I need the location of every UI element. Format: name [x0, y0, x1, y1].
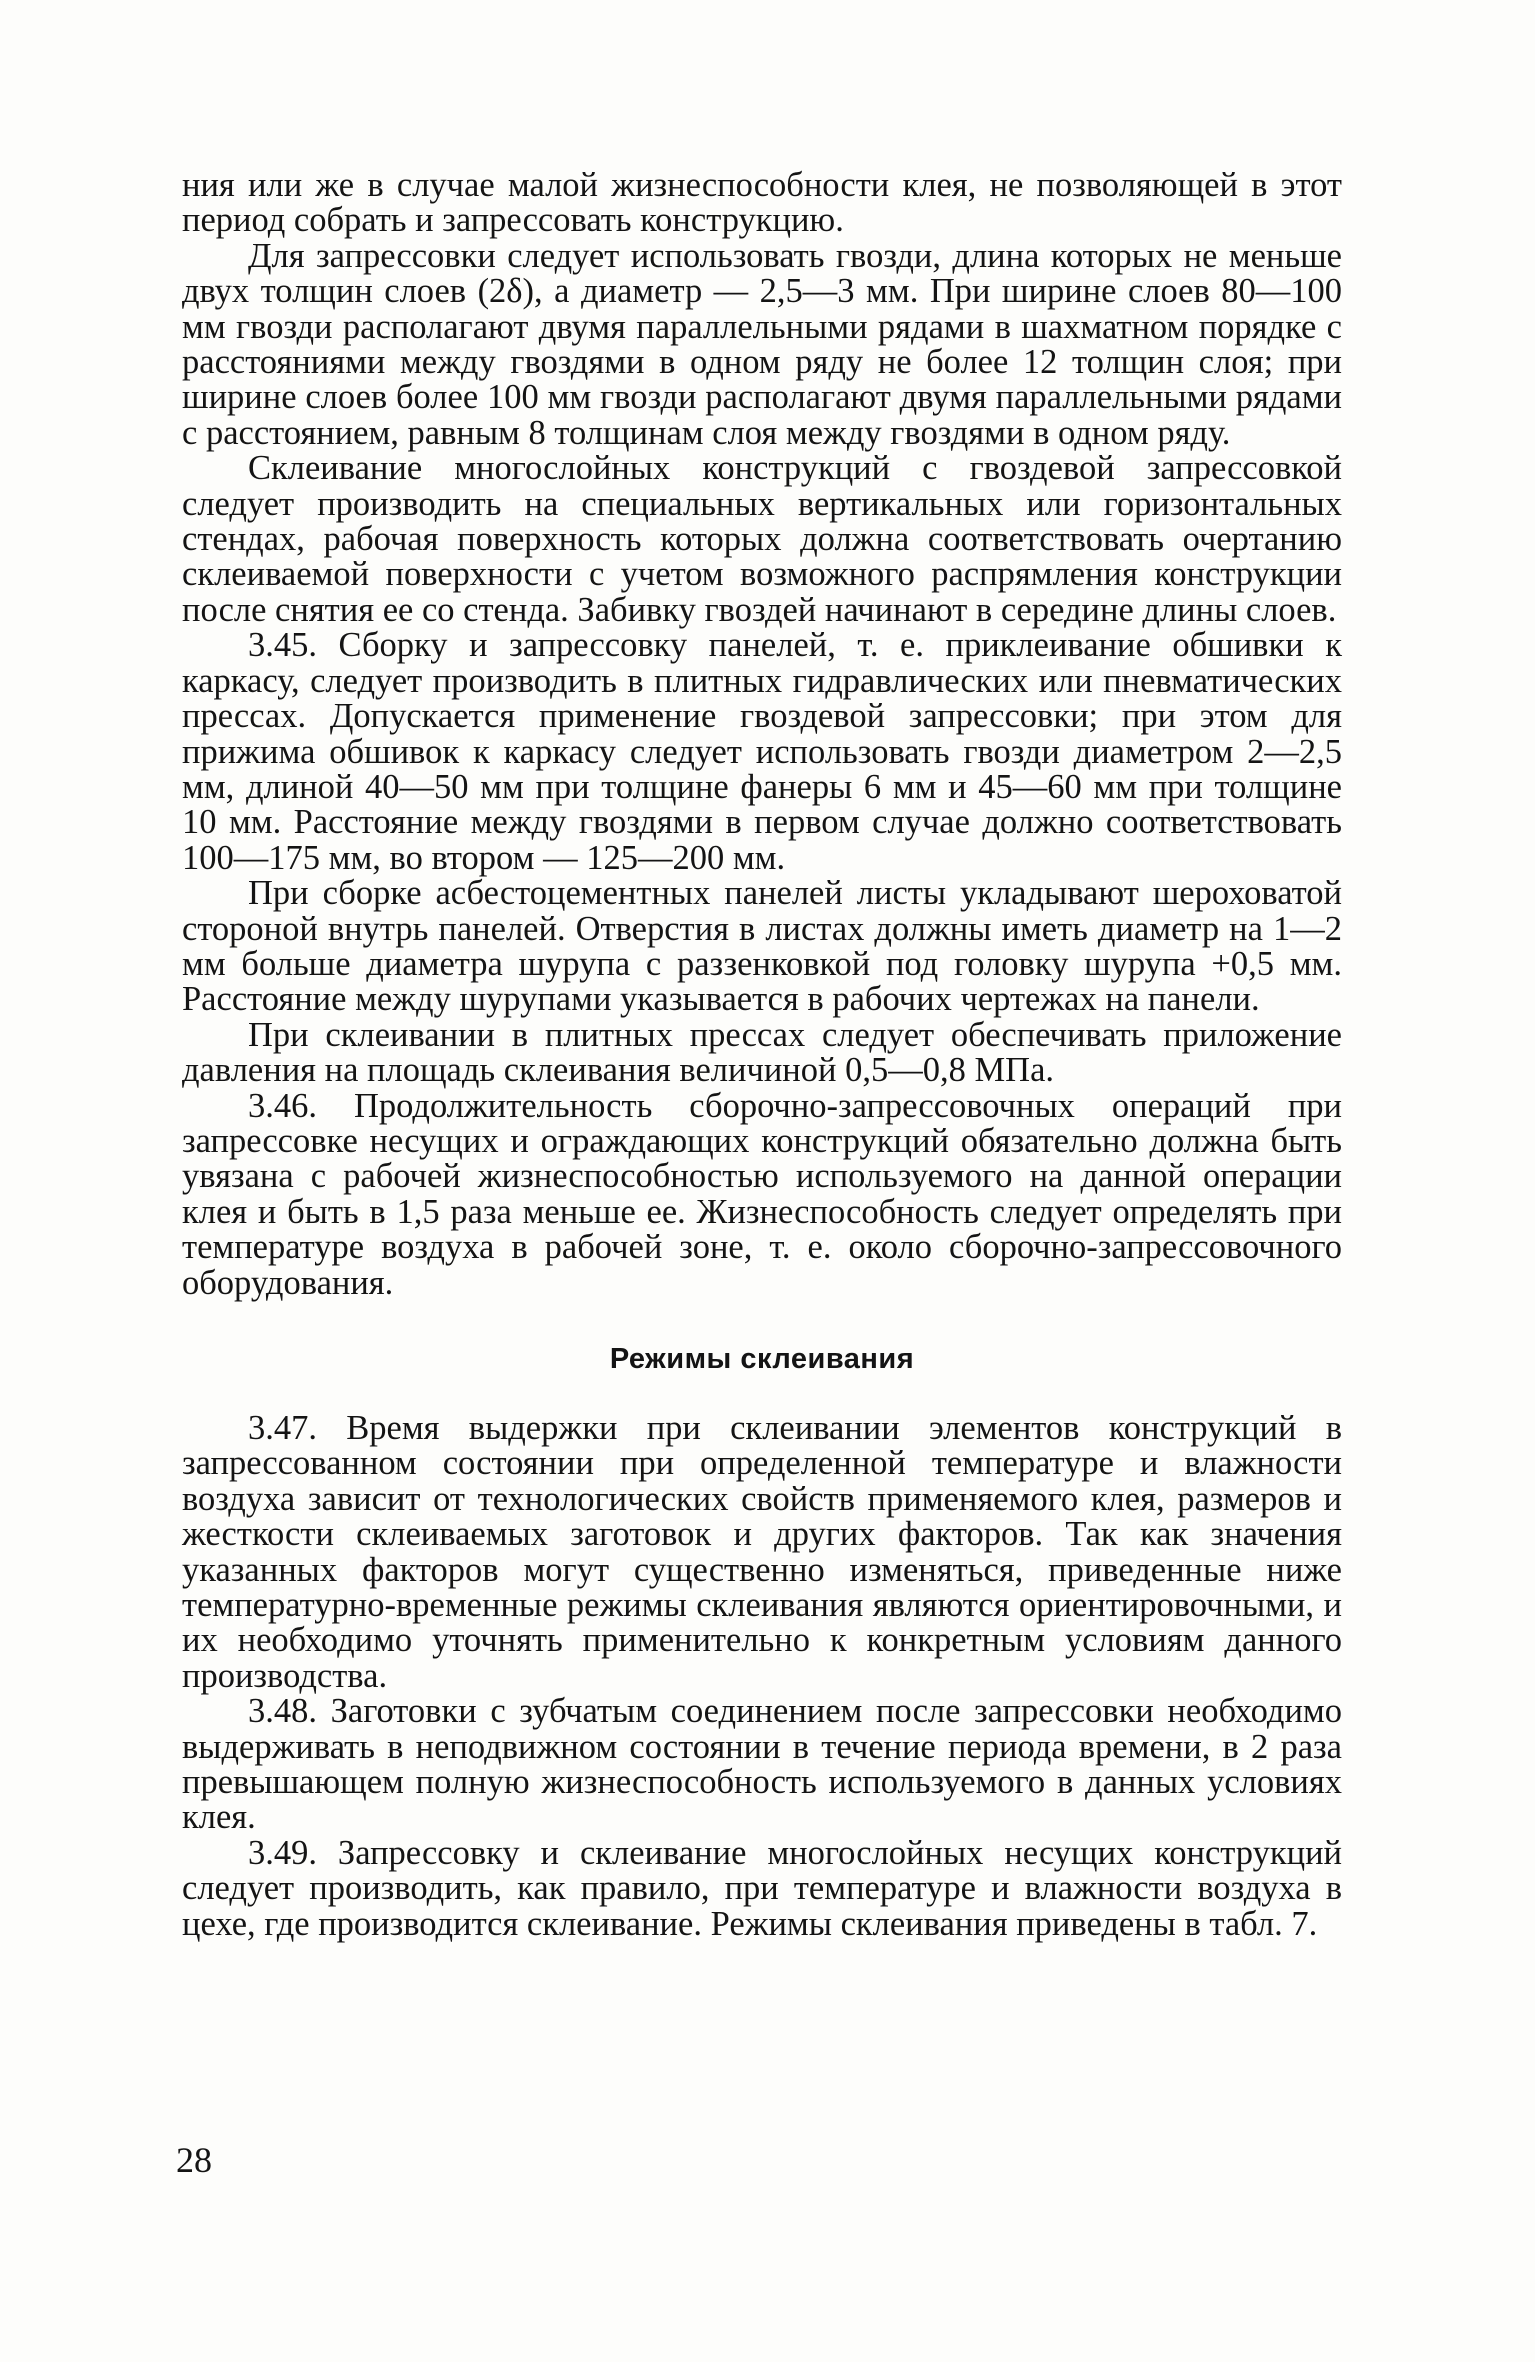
paragraph-continuation: ния или же в случае малой жизнеспособности клея, не позволяющей в этот период собрать и запрессовать конструкцию. — [182, 166, 1342, 240]
body-text — [182, 168, 1342, 1942]
paragraph-asbestos-panels: При сборке асбестоцементных панелей листы укладывают шероховатой стороной внутрь панелей. Отверстия в листах должны иметь диаметр на 1—2 мм больше диаметра шурупа с раззенковкой под головку шурупа +0,5 мм. Расстояние между шурупами указывается в рабочих чертежах на панели. — [182, 874, 1342, 1019]
paragraph-plate-press: При склеивании в плитных прессах следует обеспечивать приложение давления на площадь склеивания величиной 0,5—0,8 МПа. — [182, 1015, 1342, 1090]
paragraph-nails-spec: Для запрессовки следует использовать гвозди, длина которых не меньше двух толщин слоев (2δ), а диаметр — 2,5—3 мм. При ширине слоев 80—100 мм гвозди располагают двумя параллельными рядами в шахматном порядке с расстояниями между гвоздями в одном ряду не более 12 толщин слоя; при ширине слоев более 100 мм гвозди располагают двумя параллельными рядами с расстоянием, равным 8 толщинам слоя между гвоздями в одном ряду. — [182, 236, 1342, 452]
paragraph-3-47: 3.47. Время выдержки при склеивании элементов конструкций в запрессованном состоянии при определенной температуре и влажности воздуха зависит от технологических свойств применяемого клея, размеров и жесткости склеиваемых заготовок и других факторов. Так как значения указанных факторов могут существенно изменяться, приведенные ниже температурно-временные режимы склеивания являются ориентировочными, и их необходимо уточнять применительно к конкретным условиям данного производства. — [182, 1409, 1342, 1695]
page-number: 28 — [176, 2140, 212, 2180]
paragraph-3-46: 3.46. Продолжительность сборочно-запрессовочных операций при запрессовке несущих и ограждающих конструкций обязательно должна быть увязана с рабочей жизнеспособностью используемого на данной операции клея и быть в 1,5 раза меньше ее. Жизнеспособность следует определять при температуре воздуха в рабочей зоне, т. е. около сборочно-запрессовочного оборудования. — [182, 1086, 1342, 1302]
paragraph-multilayer-gluing: Склеивание многослойных конструкций с гвоздевой запрессовкой следует производить на специальных вертикальных или горизонтальных стендах, рабочая поверхность которых должна соответствовать очертанию склеиваемой поверхности с учетом возможного распрямления конструкции после снятия ее со стенда. Забивку гвоздей начинают в середине длины слоев. — [182, 449, 1342, 629]
paragraph-3-49: 3.49. Запрессовку и склеивание многослойных несущих конструкций следует производить, как правило, при температуре и влажности воздуха в цехе, где производится склеивание. Режимы склеивания приведены в табл. 7. — [182, 1833, 1342, 1943]
paragraph-3-48: 3.48. Заготовки с зубчатым соединением после запрессовки необходимо выдерживать в неподвижном состоянии в течение периода времени, в 2 раза превышающем полную жизнеспособность используемого в данных условиях клея. — [182, 1692, 1342, 1837]
section-heading: Режимы склеивания — [609, 1343, 915, 1375]
paragraph-3-45: 3.45. Сборку и запрессовку панелей, т. е. приклеивание обшивки к каркасу, следует производить в плитных гидравлических или пневматических прессах. Допускается применение гвоздевой запрессовки; при этом для прижима обшивок к каркасу следует использовать гвозди диаметром 2—2,5 мм, длиной 40—50 мм при толщине фанеры 6 мм и 45—60 мм при толщине 10 мм. Расстояние между гвоздями в первом случае должно соответствовать 100—175 мм, во втором — 125—200 мм. — [182, 626, 1342, 877]
